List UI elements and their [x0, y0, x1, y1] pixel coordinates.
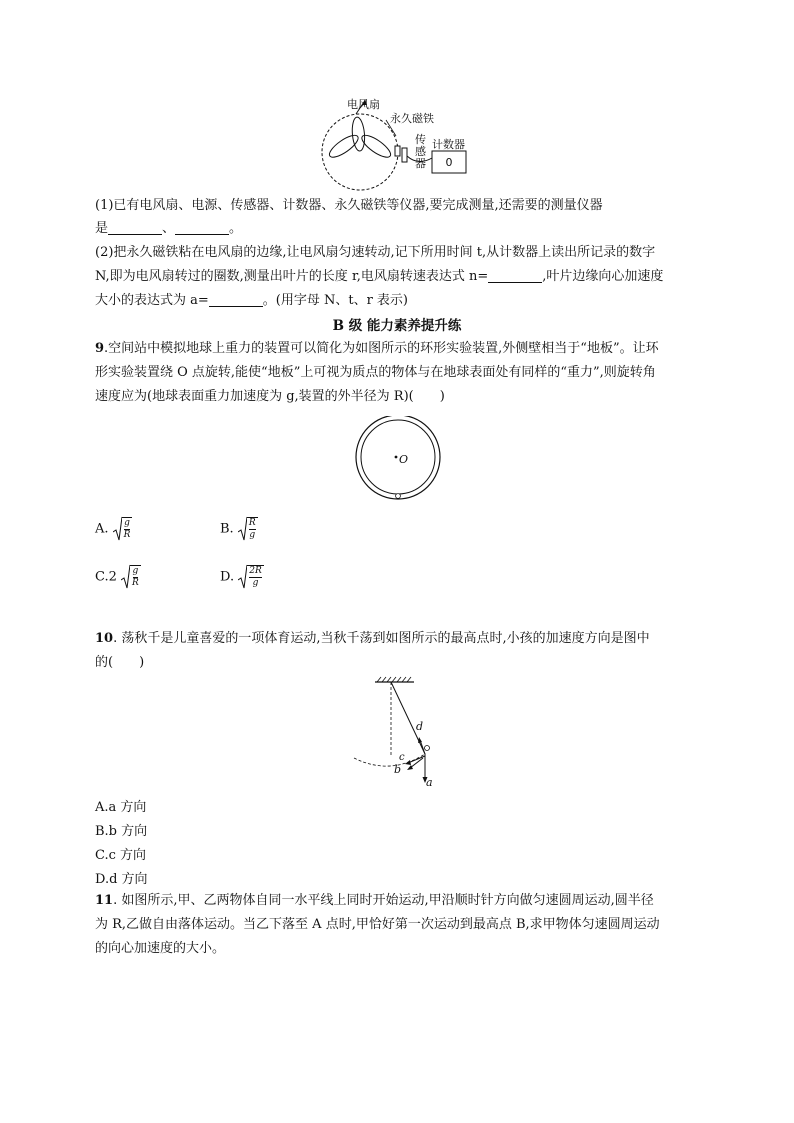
ring-diagram	[353, 416, 443, 506]
label-b: b	[394, 763, 402, 776]
center-o-label: O	[399, 453, 409, 466]
q11-line3: 的向心加速度的大小。	[95, 941, 226, 956]
label-d: d	[416, 720, 424, 733]
answer-blank	[488, 268, 542, 283]
q8-part2-line2: N,即为电风扇转过的圈数,测量出叶片的长度 r,电风扇转速表达式 n= ,叶片边缘向心加速度	[95, 269, 664, 284]
q11-line2: 为 R,乙做自由落体运动。当乙下落至 A 点时,甲恰好第一次运动到最高点 B,求甲物体匀速圆周运动	[95, 917, 660, 932]
fan-figure	[318, 96, 478, 196]
counter-label: 计数器	[432, 138, 465, 151]
q8-part1-line2: 是 、 。	[95, 221, 243, 236]
answer-blank	[209, 292, 263, 307]
radical-sign	[238, 516, 247, 542]
radical-sign	[121, 564, 130, 590]
radical-sign	[113, 516, 122, 542]
section-heading: B 级 能力素养提升练	[332, 318, 462, 334]
radical-sign	[238, 564, 247, 590]
q8-part1-line1: (1)已有电风扇、电源、传感器、计数器、永久磁铁等仪器,要完成测量,还需要的测量仪器	[95, 198, 603, 213]
q10-option-c[interactable]: C.c 方向	[95, 848, 147, 863]
q10-line2: 的( )	[95, 655, 145, 670]
q8-part2-line3: 大小的表达式为 a= 。(用字母 N、t、r 表示)	[95, 293, 409, 308]
q9-option-a[interactable]: A. g R	[95, 518, 131, 540]
q10-option-b[interactable]: B.b 方向	[95, 824, 148, 839]
swing-figure	[350, 676, 450, 791]
ring-figure	[353, 416, 443, 506]
fan-label: 电风扇	[347, 98, 380, 111]
magnet-label: 永久磁铁	[390, 112, 434, 125]
label-a: a	[426, 776, 433, 789]
q9-option-d[interactable]: D. 2R g	[220, 566, 262, 588]
counter-value: 0	[445, 156, 453, 169]
answer-blank	[175, 220, 229, 235]
label-c: c	[399, 752, 405, 763]
q10-option-d[interactable]: D.d 方向	[95, 872, 148, 887]
q9-line3: 速度应为(地球表面重力加速度为 g,装置的外半径为 R)( )	[95, 389, 445, 404]
sensor-label: 传感器	[415, 133, 426, 170]
q9-option-b[interactable]: B. R g	[220, 518, 256, 540]
q9-line1: 9.空间站中模拟地球上重力的装置可以简化为如图所示的环形实验装置,外侧壁相当于“地板”。让环	[95, 341, 659, 356]
q10-line1: 10. 荡秋千是儿童喜爱的一项体育运动,当秋千荡到如图所示的最高点时,小孩的加速度方向是图中	[95, 631, 650, 646]
answer-blank	[108, 220, 162, 235]
q11-line1: 11. 如图所示,甲、乙两物体自同一水平线上同时开始运动,甲沿顺时针方向做匀速圆周运动,圆半径	[95, 893, 654, 908]
q10-option-a[interactable]: A.a 方向	[95, 800, 147, 815]
q9-line2: 形实验装置绕 O 点旋转,能使“地板”上可视为质点的物体与在地球表面处有同样的“重力”,则旋转角	[95, 365, 656, 380]
q9-option-c[interactable]: C.2 g R	[95, 566, 139, 588]
q8-part2-line1: (2)把永久磁铁粘在电风扇的边缘,让电风扇匀速转动,记下所用时间 t,从计数器上读出所记录的数字	[95, 245, 656, 260]
